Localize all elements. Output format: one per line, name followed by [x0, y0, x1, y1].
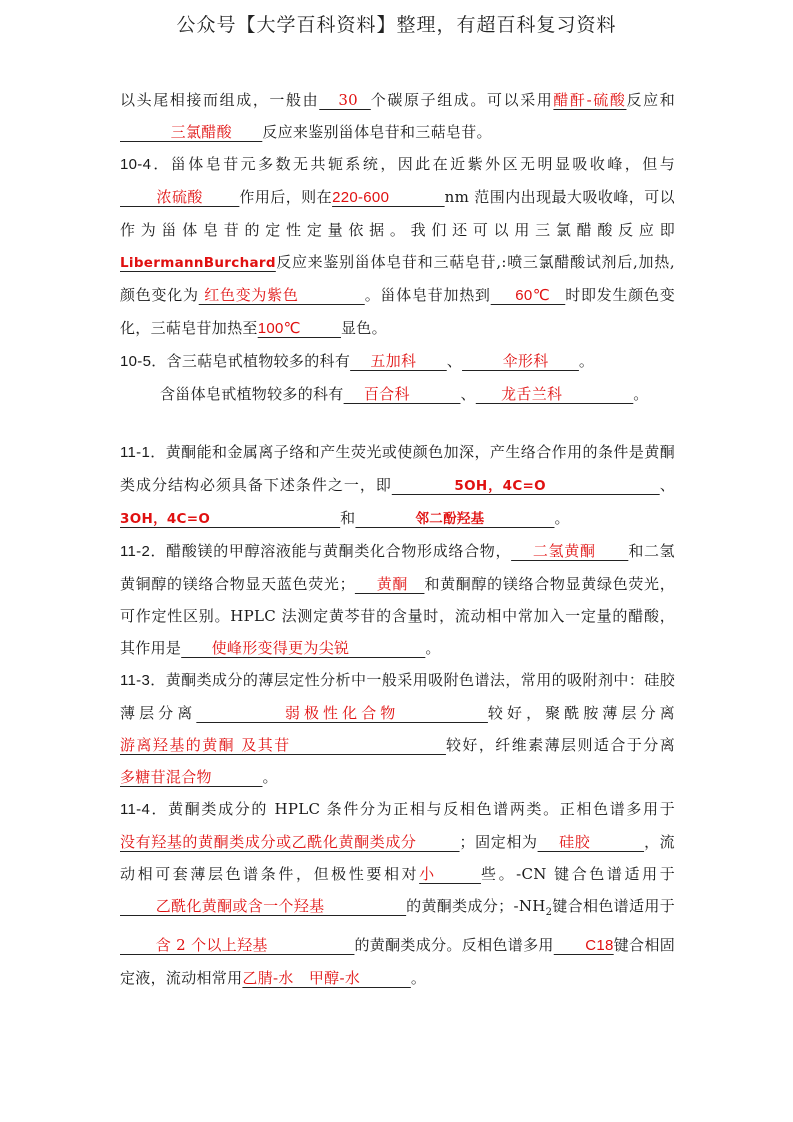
answer-silica: 弱极性化合物 [196, 704, 488, 722]
paragraph-11-4: 11-4．黄酮类成分的 HPLC 条件分为正相与反相色谱两类。正相色谱多用于没有羟基的黄酮类成分或乙酰化黄酮类成分 ；固定相为 硅胶 ，流动相可套薄层色谱条件，但极性要相对小 些。-CN 键合色谱适用于 乙酰化黄酮或含一个羟基 的黄酮类成分；$-NH_2$键合相色谱适用于 含 2 个以上羟基 的黄酮类成分。反相色谱多用 C18键合相固定液，流动相常用乙腈-水 甲醇-水 。 [120, 800, 675, 987]
answer-mobile-phase: 乙腈-水 甲醇-水 [242, 969, 411, 987]
answer-reverse-phase: C18 [553, 937, 614, 954]
document-body [120, 84, 675, 994]
question-number: 11-4． [120, 801, 169, 818]
paragraph-saponin-intro: 以头尾相接而组成，一般由 30 个碳原子组成。可以采用醋酐-硫酸反应和 三氯醋酸 反应来鉴别甾体皂苷和三萜皂苷。 [120, 91, 675, 141]
question-number: 10-5． [120, 353, 167, 370]
question-number: 11-2． [120, 543, 167, 560]
answer-color-change: 红色变为紫色 [198, 286, 365, 304]
question-number: 11-1． [120, 444, 166, 461]
answer-wavelength: 220-600 [332, 189, 445, 206]
answer-reaction-name: LibermannBurchard [120, 255, 276, 271]
answer-condition-3: 邻二酚羟基 [355, 511, 555, 527]
answer-polarity: 小 [419, 865, 481, 883]
answer-family-3: 百合科 [343, 385, 461, 403]
answer-reagent-2: 三氯醋酸 [120, 123, 263, 141]
answer-family-1: 五加科 [350, 352, 447, 370]
answer-reagent-1: 醋酐-硫酸 [553, 91, 627, 109]
answer-condition-1: 5OH，4C=O [391, 478, 660, 494]
answer-polyamide: 游离羟基的黄酮 及其苷 [120, 736, 446, 754]
paragraph-10-5-b: 含甾体皂甙植物较多的科有 百合科 、 龙舌兰科 。 [160, 385, 649, 403]
answer-family-2: 伞形科 [462, 352, 579, 370]
answer-family-4: 龙舌兰科 [475, 385, 634, 403]
answer-carbon-count: 30 [319, 91, 371, 109]
answer-cn-phase: 乙酰化黄酮或含一个羟基 [120, 897, 407, 915]
answer-acetic-acid-role: 使峰形变得更为尖锐 [181, 639, 426, 657]
answer-temp-1: 60℃ [490, 287, 566, 304]
paragraph-10-5: 10-5．含三萜皂甙植物较多的科有 五加科 、 伞形科 。 [120, 352, 595, 370]
paragraph-11-2: 11-2．醋酸镁的甲醇溶液能与黄酮类化合物形成络合物， 二氢黄酮 和二氢黄铜醇的镁络合物显天蓝色荧光； 黄酮 和黄酮醇的镁络合物显黄绿色荧光，可作定性区别。HPLC 法测定黄芩苷的含量时，流动相中常加入一定量的醋酸，其作用是 使峰形变得更为尖锐 。 [120, 542, 675, 657]
paragraph-11-3: 11-3．黄酮类成分的薄层定性分析中一般采用吸附色谱法，常用的吸附剂中：硅胶薄层分离 弱极性化合物 较好，聚酰胺薄层分离游离羟基的黄酮 及其苷 较好，纤维素薄层则适合于分离多糖苷混合物 。 [120, 671, 676, 786]
answer-temp-2: 100℃ [257, 320, 341, 337]
paragraph-10-4: 10-4．甾体皂苷元多数无共轭系统，因此在近紫外区无明显吸收峰，但与 浓硫酸 作用后，则在220-600 nm 范围内出现最大吸收峰，可以作为甾体皂苷的定性定量依据。我们还可以用三氯醋酸反应即LibermannBurchard反应来鉴别甾体皂苷和三萜皂苷,:喷三氯醋酸试剂后,加热,颜色变化为 红色变为紫色 。甾体皂苷加热到 60℃ 时即发生颜色变化，三萜皂苷加热至100℃ 显色。 [120, 155, 675, 337]
page-header: 公众号【大学百科资料】整理，有超百科复习资料 [176, 14, 617, 36]
answer-cellulose: 多糖苷混合物 [120, 768, 263, 786]
answer-dihydroflavone: 二氢黄酮 [511, 542, 629, 560]
spacer [120, 410, 675, 436]
answer-flavone: 黄酮 [354, 575, 425, 593]
answer-nh2-phase: 含 2 个以上羟基 [120, 936, 355, 954]
answer-normal-phase: 没有羟基的黄酮类成分或乙酰化黄酮类成分 [120, 833, 460, 851]
answer-stationary-phase: 硅胶 [537, 833, 645, 851]
answer-condition-2: 3OH，4C=O [120, 511, 341, 527]
paragraph-11-1: 11-1．黄酮能和金属离子络和产生荧光或使颜色加深，产生络合作用的条件是黄酮类成分结构必须具备下述条件之一，即 5OH，4C=O 、3OH，4C=O 和 邻二酚羟基 。 [120, 443, 675, 527]
question-number: 10-4． [120, 156, 171, 173]
answer-acid: 浓硫酸 [120, 188, 240, 206]
question-number: 11-3． [120, 672, 166, 689]
